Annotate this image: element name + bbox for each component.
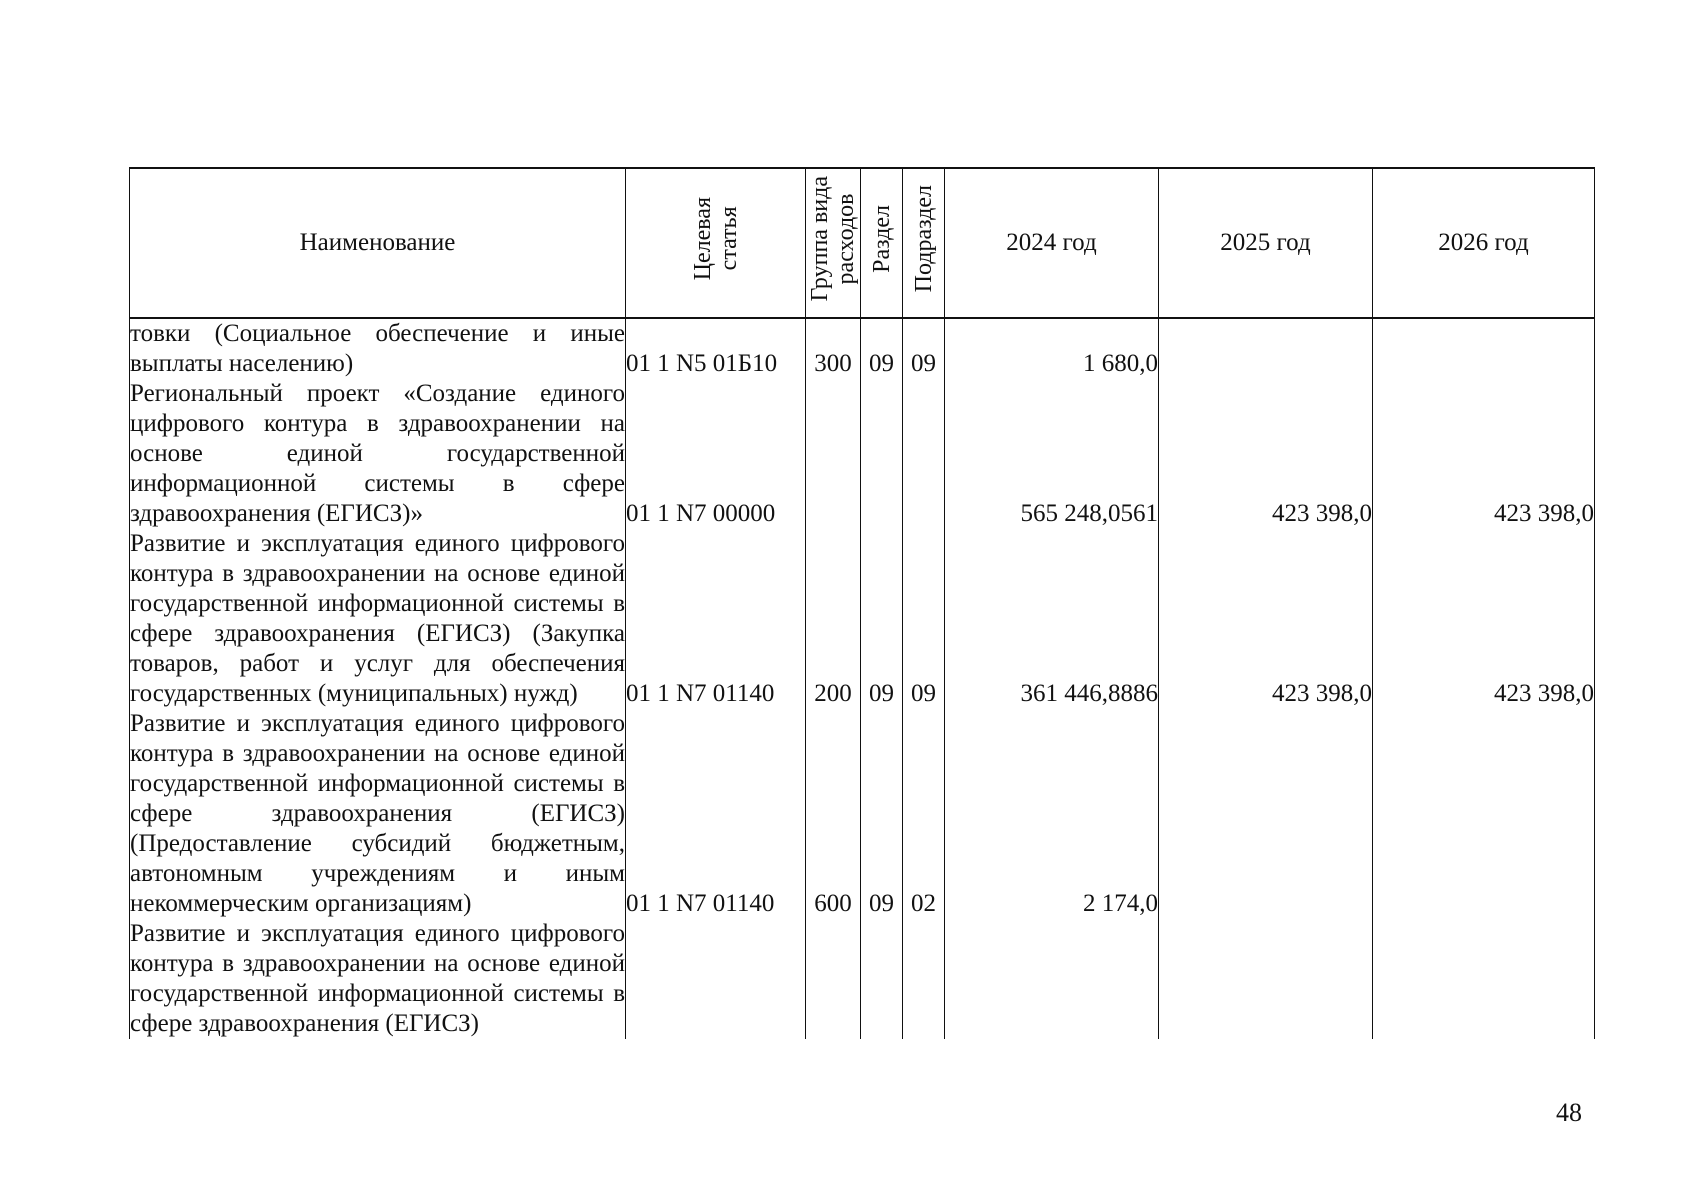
row-2024 xyxy=(945,919,1159,1039)
header-expense-group xyxy=(806,168,861,318)
row-code: 01 1 N7 00000 xyxy=(626,379,806,529)
header-target-article xyxy=(626,168,806,318)
table-row xyxy=(130,379,1595,529)
row-2025 xyxy=(1159,318,1373,379)
row-group: 200 xyxy=(806,529,861,709)
header-expense-group-text: Группа вида расходов xyxy=(807,176,859,302)
table-row xyxy=(130,919,1595,1039)
header-target-article-text: Целевая статья xyxy=(689,197,742,281)
row-subsection xyxy=(903,919,945,1039)
row-2025 xyxy=(1159,709,1373,919)
row-section xyxy=(861,919,903,1039)
page-number: 48 xyxy=(1556,1098,1582,1127)
row-2025 xyxy=(1159,919,1373,1039)
row-group xyxy=(806,379,861,529)
header-name: Наименование xyxy=(130,168,626,318)
row-name: Развитие и эксплуатация единого цифрового контура в здравоохранении на основе единой государственной информационной системы в сфере здравоохранения (ЕГИСЗ) (Предоставление субсидий бюджетным, автономным учреждениям и иным некоммерческим организациям) xyxy=(130,710,625,917)
table-row xyxy=(130,529,1595,709)
table-header-row xyxy=(130,168,1595,318)
row-code xyxy=(626,919,806,1039)
row-2025: 423 398,0 xyxy=(1159,379,1373,529)
row-group: 600 xyxy=(806,709,861,919)
row-2024: 1 680,0 xyxy=(945,318,1159,379)
row-code: 01 1 N7 01140 xyxy=(626,529,806,709)
row-2026: 423 398,0 xyxy=(1373,379,1595,529)
row-2026: 423 398,0 xyxy=(1373,529,1595,709)
row-2024: 2 174,0 xyxy=(945,709,1159,919)
row-name: Развитие и эксплуатация единого цифрового контура в здравоохранении на основе единой государственной информационной системы в сфере здравоохранения (ЕГИСЗ) (Закупка товаров, работ и услуг для обеспечения государственных (муниципальных) нужд) xyxy=(130,530,625,707)
row-name: Региональный проект «Создание единого цифрового контура в здравоохранении на основе единой государственной информационной системы в сфере здравоохранения (ЕГИСЗ)» xyxy=(130,380,625,527)
table-row xyxy=(130,709,1595,919)
row-section: 09 xyxy=(861,529,903,709)
row-2026 xyxy=(1373,709,1595,919)
table-row xyxy=(130,318,1595,379)
row-2024: 361 446,8886 xyxy=(945,529,1159,709)
header-subsection: Подраздел xyxy=(903,168,945,318)
budget-table xyxy=(129,167,1595,1039)
row-subsection: 02 xyxy=(903,709,945,919)
row-group xyxy=(806,919,861,1039)
row-subsection: 09 xyxy=(903,318,945,379)
row-subsection: 09 xyxy=(903,529,945,709)
row-code: 01 1 N7 01140 xyxy=(626,709,806,919)
row-section: 09 xyxy=(861,709,903,919)
row-2025: 423 398,0 xyxy=(1159,529,1373,709)
header-section: Раздел xyxy=(861,168,903,318)
row-subsection xyxy=(903,379,945,529)
row-group: 300 xyxy=(806,318,861,379)
row-name: товки (Социальное обеспечение и иные выплаты населению) xyxy=(130,320,625,377)
row-2026 xyxy=(1373,919,1595,1039)
header-year-2026: 2026 год xyxy=(1373,168,1595,318)
row-section: 09 xyxy=(861,318,903,379)
header-year-2025: 2025 год xyxy=(1159,168,1373,318)
row-section xyxy=(861,379,903,529)
row-name: Развитие и эксплуатация единого цифрового контура в здравоохранении на основе единой государственной информационной системы в сфере здравоохранения (ЕГИСЗ) xyxy=(130,920,625,1037)
row-2024: 565 248,0561 xyxy=(945,379,1159,529)
header-year-2024: 2024 год xyxy=(945,168,1159,318)
row-2026 xyxy=(1373,318,1595,379)
row-code: 01 1 N5 01Б10 xyxy=(626,318,806,379)
